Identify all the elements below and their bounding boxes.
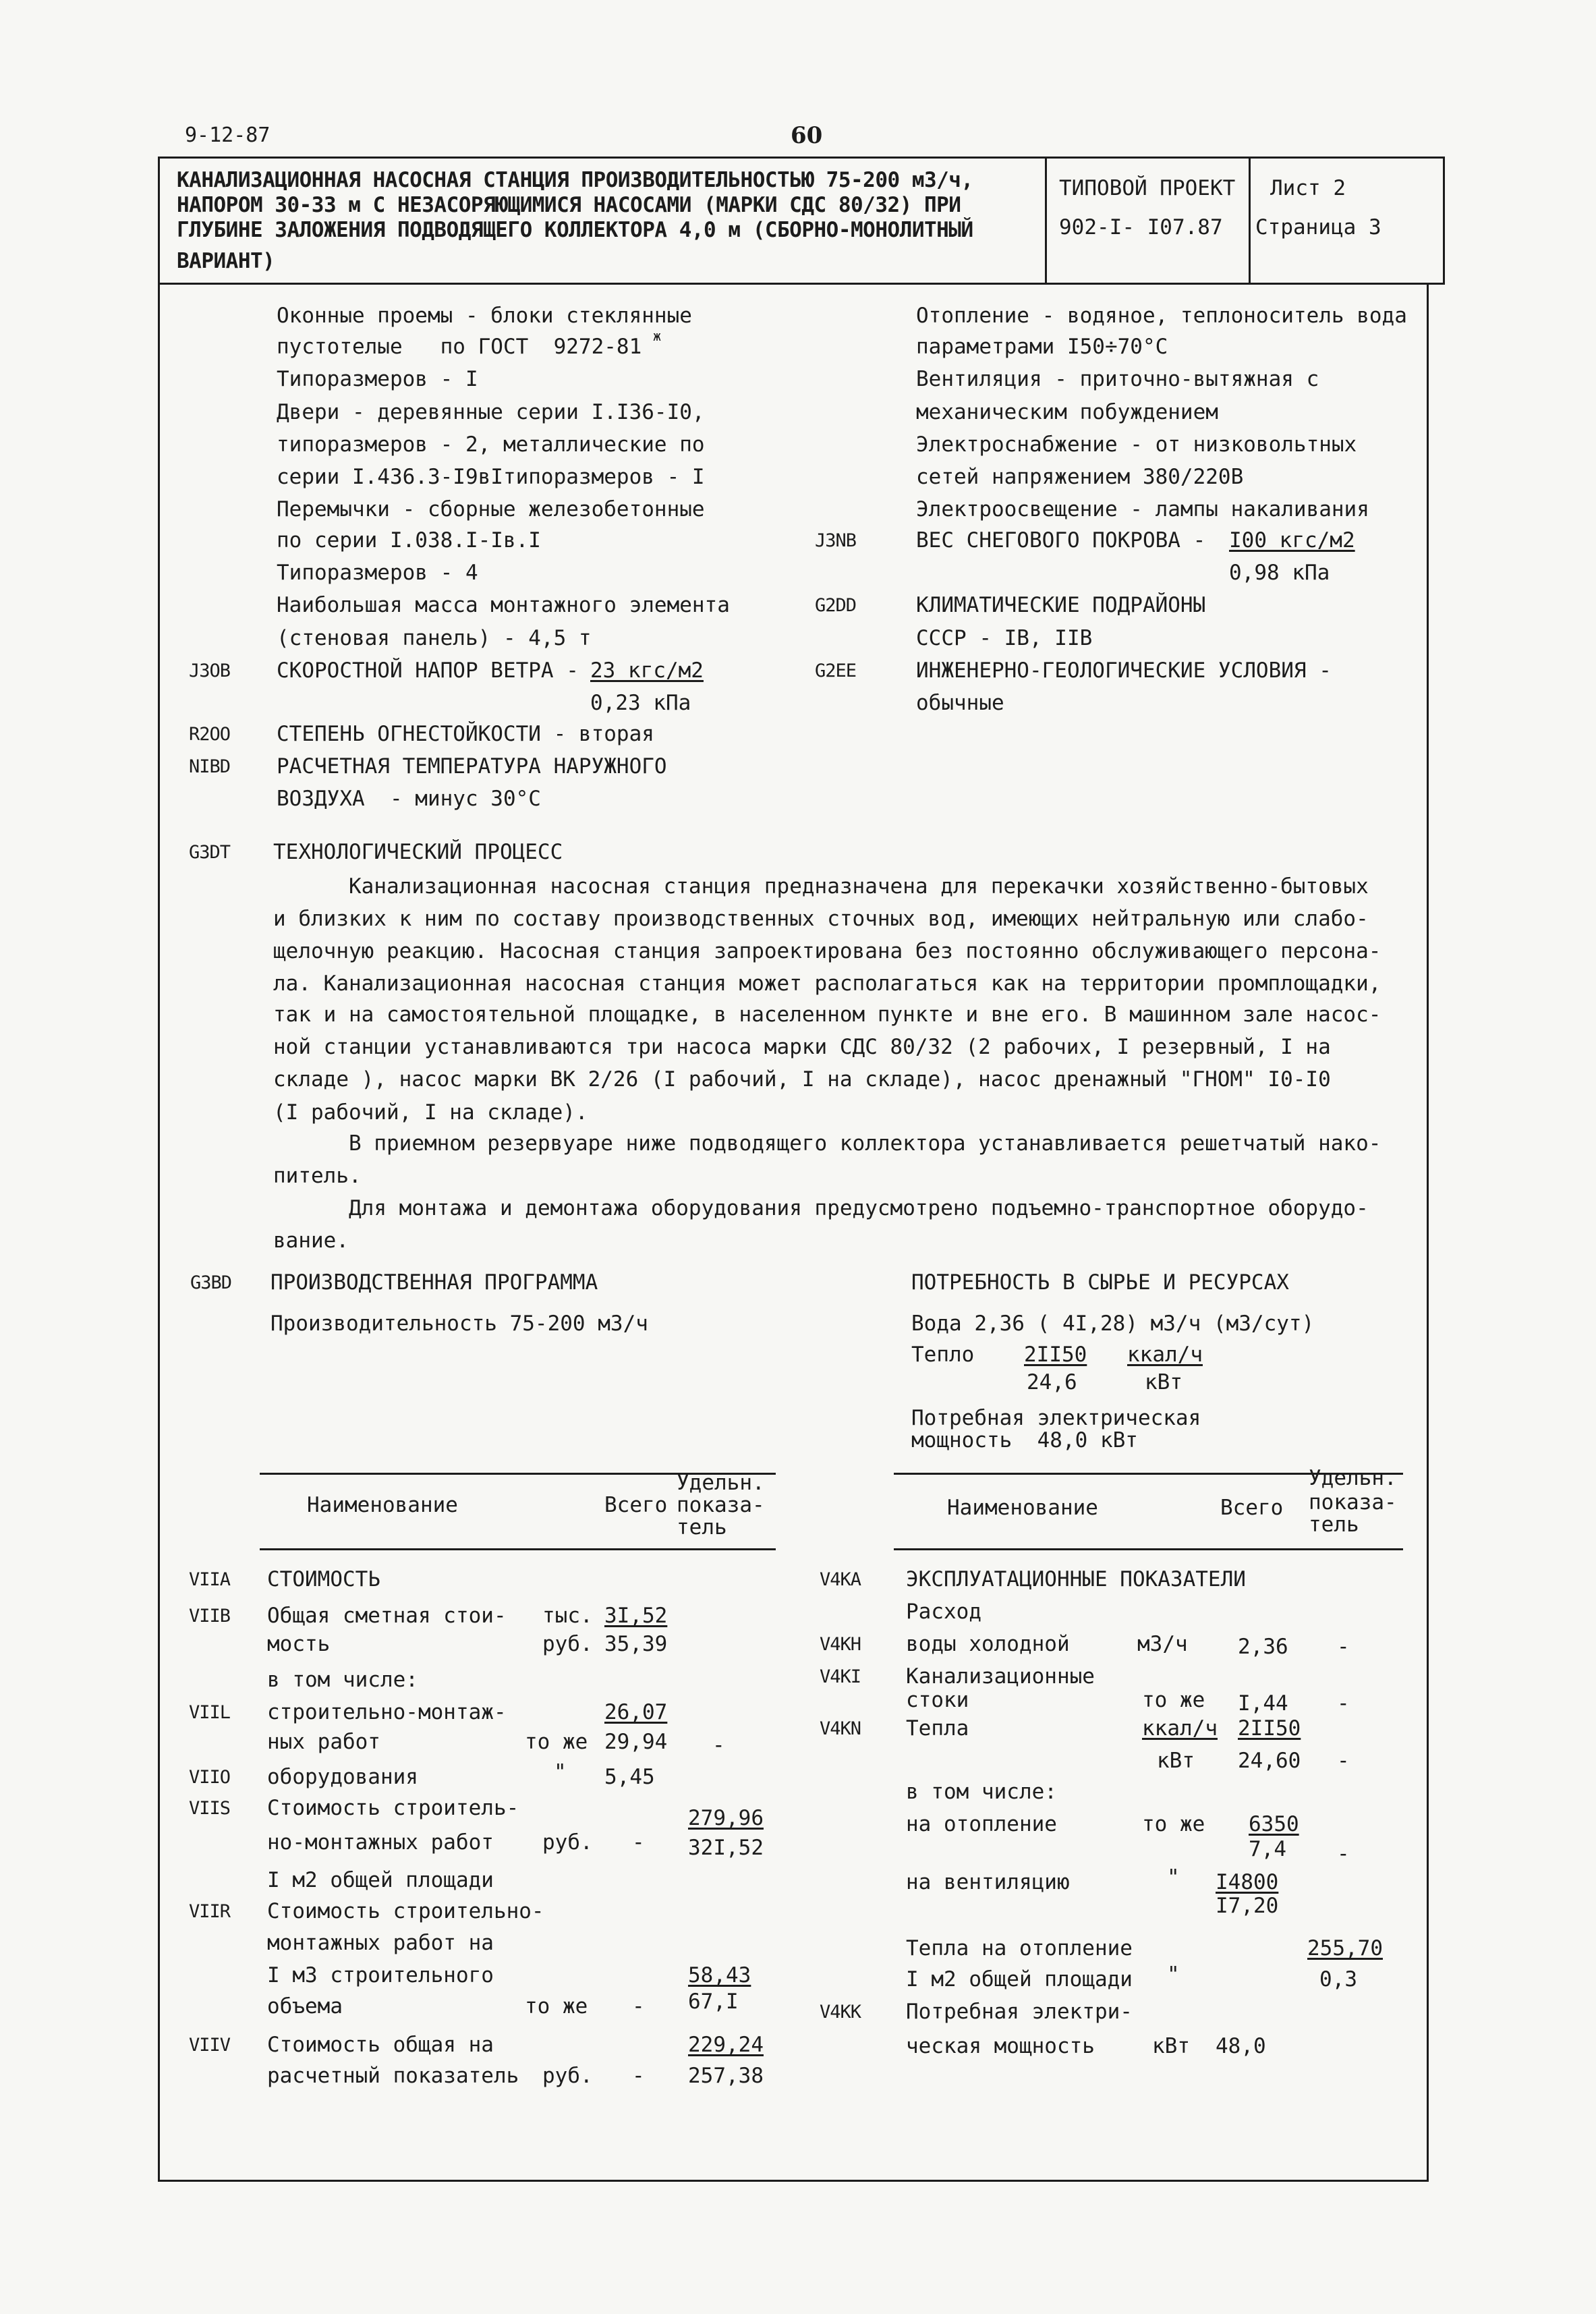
- ops-cell: кВт: [1152, 2034, 1190, 2058]
- tech-paragraph-line: и близких к ним по составу производственных сточных вод, имеющих нейтральную или слабо-: [273, 907, 1369, 931]
- climate-subregions: КЛИМАТИЧЕСКИЕ ПОДРАЙОНЫ: [916, 593, 1206, 617]
- cost-cell: Стоимость строитель-: [267, 1796, 519, 1820]
- climate-subregions-value: СССР - IB, IIB: [916, 626, 1093, 650]
- cost-cell: I м2 общей площади: [267, 1868, 494, 1892]
- ops-cell: -: [1337, 1842, 1350, 1866]
- title-line-4: ВАРИАНТ): [177, 249, 275, 273]
- production-capacity: Производительность 75-200 м3/ч: [270, 1311, 648, 1336]
- cost-code: VIIV: [189, 2035, 231, 2056]
- right-spec-line: сетей напряжением 380/220В: [916, 465, 1244, 489]
- gost-superscript: ж: [653, 328, 662, 344]
- cost-cell: руб.: [542, 2064, 593, 2088]
- cost-code: VIIB: [189, 1606, 231, 1627]
- resources-power-line-2: мощность 48,0 кВт: [911, 1428, 1138, 1452]
- cost-cell: 35,39: [604, 1632, 668, 1656]
- code-climate: G2DD: [815, 595, 857, 616]
- wind-pressure-label: СКОРОСТНОЙ НАПОР ВЕТРА -: [277, 658, 592, 683]
- code-temp: NIBD: [189, 756, 231, 777]
- cost-table-header-rule: [260, 1548, 776, 1550]
- cost-col-total: Всего: [604, 1493, 668, 1517]
- ops-cell: 24,60: [1238, 1749, 1301, 1773]
- cost-cell: 279,96: [688, 1806, 764, 1830]
- ops-cell: ккал/ч: [1142, 1716, 1218, 1741]
- left-spec-line: серии I.436.3-I9вIтипоразмеров - I: [277, 465, 705, 489]
- ops-col-specific-1: Удельн.: [1309, 1466, 1397, 1490]
- left-spec-line: (стеновая панель) - 4,5 т: [277, 626, 592, 650]
- left-spec-line: пустотелые по ГОСТ 9272-81: [277, 335, 642, 359]
- cost-cell: -: [712, 1733, 725, 1757]
- cost-code: VIIS: [189, 1798, 231, 1819]
- cost-cell: 26,07: [604, 1700, 668, 1724]
- cost-cell: -: [632, 1994, 645, 2019]
- page-label: Страница 3: [1255, 215, 1381, 239]
- ops-cell: I7,20: [1216, 1894, 1279, 1918]
- design-temperature-value: ВОЗДУХА - минус 30°С: [277, 787, 541, 811]
- code-production: G3BD: [190, 1272, 232, 1293]
- right-spec-line: Электроснабжение - от низковольтных: [916, 432, 1357, 457]
- ops-cell: ": [1167, 1963, 1180, 1987]
- ops-cell: 7,4: [1249, 1837, 1286, 1861]
- left-spec-line: Наибольшая масса монтажного элемента: [277, 593, 730, 617]
- cost-cell: руб.: [542, 1830, 593, 1855]
- resources-water: Вода 2,36 ( 4I,28) м3/ч (м3/сут): [911, 1311, 1315, 1336]
- resources-heat-kcal: 2II50: [1024, 1343, 1087, 1367]
- ops-cell: I,44: [1238, 1691, 1288, 1716]
- resources-heading: ПОТРЕБНОСТЬ В СЫРЬЕ И РЕСУРСАХ: [911, 1270, 1289, 1295]
- design-temperature: РАСЧЕТНАЯ ТЕМПЕРАТУРА НАРУЖНОГО: [277, 754, 667, 779]
- cost-col-specific-3: тель: [677, 1515, 727, 1540]
- cost-col-name: Наименование: [307, 1493, 458, 1517]
- right-spec-line: Отопление - водяное, теплоноситель вода: [916, 304, 1407, 328]
- document-date: 9-12-87: [185, 123, 270, 147]
- ops-cell: в том числе:: [906, 1780, 1057, 1804]
- cost-cell: Общая сметная стои-: [267, 1604, 507, 1628]
- cost-code: VIIR: [189, 1901, 231, 1922]
- ops-cell: Канализационные: [906, 1664, 1095, 1689]
- cost-code: VIIA: [189, 1569, 231, 1590]
- left-spec-line: Типоразмеров - I: [277, 367, 478, 391]
- left-spec-line: Двери - деревянные серии I.I36-I0,: [277, 400, 705, 424]
- ops-cell: ческая мощность: [906, 2034, 1095, 2058]
- fire-resistance: СТЕПЕНЬ ОГНЕСТОЙКОСТИ - вторая: [277, 722, 654, 746]
- tech-paragraph-line: В приемном резервуаре ниже подводящего коллектора устанавливается решетчатый нако-: [349, 1131, 1381, 1156]
- ops-cell: 48,0: [1216, 2034, 1266, 2058]
- cost-cell: строительно-монтаж-: [267, 1700, 507, 1724]
- ops-code: V4KI: [820, 1666, 861, 1687]
- cost-cell: 257,38: [688, 2064, 764, 2088]
- cost-cell: монтажных работ на: [267, 1931, 494, 1955]
- ops-code: V4KN: [820, 1718, 861, 1739]
- code-tech: G3DT: [189, 842, 231, 863]
- ops-cell: кВт: [1157, 1749, 1195, 1773]
- cost-cell: но-монтажных работ: [267, 1830, 494, 1855]
- code-snow: J3NB: [815, 530, 857, 551]
- ops-col-specific-2: показа-: [1309, 1490, 1397, 1515]
- ops-cell: ": [1167, 1865, 1180, 1890]
- left-spec-line: Перемычки - сборные железобетонные: [277, 497, 705, 521]
- ops-cell: Потребная электри-: [906, 2000, 1133, 2024]
- wind-pressure-value: 23 кгс/м2: [590, 658, 704, 683]
- resources-heat-kcal-unit: ккал/ч: [1127, 1343, 1203, 1367]
- title-line-1: КАНАЛИЗАЦИОННАЯ НАСОСНАЯ СТАНЦИЯ ПРОИЗВОДИТЕЛЬНОСТЬЮ 75-200 м3/ч,: [177, 168, 973, 192]
- tech-paragraph-line: вание.: [273, 1229, 349, 1253]
- page-number: 60: [791, 122, 823, 149]
- ops-cell: то же: [1142, 1688, 1205, 1712]
- cost-cell: Стоимость строительно-: [267, 1899, 544, 1923]
- ops-table-header-rule: [894, 1548, 1403, 1550]
- sheet-number: Лист 2: [1270, 176, 1346, 200]
- ops-title: ЭКСПЛУАТАЦИОННЫЕ ПОКАЗАТЕЛИ: [906, 1567, 1246, 1591]
- ops-code: V4KA: [820, 1569, 861, 1590]
- cost-cell: расчетный показатель: [267, 2064, 519, 2088]
- wind-pressure-kpa: 0,23 кПа: [590, 691, 691, 715]
- ops-cell: 2II50: [1238, 1716, 1301, 1741]
- ops-cell: 6350: [1249, 1812, 1299, 1836]
- left-spec-line: по серии I.038.I-Iв.I: [277, 528, 541, 553]
- cost-cell: руб.: [542, 1632, 593, 1656]
- right-spec-line: механическим побуждением: [916, 400, 1218, 424]
- cost-cell: -: [632, 2064, 645, 2088]
- ops-cell: воды холодной: [906, 1632, 1070, 1656]
- ops-code: V4KK: [820, 2002, 861, 2023]
- ops-col-specific-3: тель: [1309, 1513, 1359, 1537]
- geology-conditions: ИНЖЕНЕРНО-ГЕОЛОГИЧЕСКИЕ УСЛОВИЯ -: [916, 658, 1332, 683]
- ops-cell: Тепла на отопление: [906, 1936, 1133, 1960]
- ops-cell: Тепла: [906, 1716, 969, 1741]
- cost-title: СТОИМОСТЬ: [267, 1567, 380, 1591]
- right-spec-line: Электроосвещение - лампы накаливания: [916, 497, 1369, 521]
- title-line-2: НАПОРОМ 30-33 м С НЕЗАСОРЯЮЩИМИСЯ НАСОСАМИ (МАРКИ СДС 80/32) ПРИ: [177, 193, 961, 217]
- cost-cell: 58,43: [688, 1963, 751, 1987]
- title-line-3: ГЛУБИНЕ ЗАЛОЖЕНИЯ ПОДВОДЯЩЕГО КОЛЛЕКТОРА 4,0 м (СБОРНО-МОНОЛИТНЫЙ: [177, 218, 973, 242]
- cost-cell: 229,24: [688, 2033, 764, 2057]
- cost-cell: I м3 строительного: [267, 1963, 494, 1987]
- right-spec-line: Вентиляция - приточно-вытяжная с: [916, 367, 1319, 391]
- cost-cell: 5,45: [604, 1765, 655, 1789]
- cost-cell: 3I,52: [604, 1604, 668, 1628]
- right-spec-line: параметрами I50÷70°С: [916, 335, 1168, 359]
- project-label: ТИПОВОЙ ПРОЕКТ: [1059, 176, 1236, 200]
- resources-heat-kw: 24,6: [1027, 1370, 1077, 1394]
- cost-cell: тыс.: [542, 1604, 593, 1628]
- cost-cell: оборудования: [267, 1765, 418, 1789]
- cost-code: VIIL: [189, 1702, 231, 1723]
- left-spec-line: Оконные проемы - блоки стеклянные: [277, 304, 692, 328]
- cost-cell: ": [554, 1760, 567, 1784]
- ops-code: V4KH: [820, 1634, 861, 1655]
- ops-cell: I4800: [1216, 1870, 1279, 1894]
- tech-paragraph-line: Канализационная насосная станция предназначена для перекачки хозяйственно-бытовых: [349, 874, 1369, 899]
- left-spec-line: типоразмеров - 2, металлические по: [277, 432, 705, 457]
- tech-paragraph-line: (I рабочий, I на складе).: [273, 1100, 588, 1125]
- ops-cell: м3/ч: [1137, 1632, 1188, 1656]
- title-block-divider-1: [1045, 157, 1047, 285]
- snow-load-value: I00 кгс/м2: [1229, 528, 1355, 553]
- ops-cell: -: [1337, 1635, 1350, 1659]
- resources-power-line-1: Потребная электрическая: [911, 1406, 1201, 1430]
- title-block-divider-2: [1249, 157, 1251, 285]
- ops-cell: Расход: [906, 1600, 981, 1624]
- cost-col-specific-2: показа-: [677, 1493, 765, 1517]
- ops-cell: I м2 общей площади: [906, 1967, 1133, 1992]
- tech-paragraph-line: Для монтажа и демонтажа оборудования предусмотрено подъемно-транспортное оборудо-: [349, 1196, 1369, 1220]
- cost-code: VIIO: [189, 1767, 231, 1788]
- cost-cell: 32I,52: [688, 1836, 764, 1860]
- tech-paragraph-line: щелочную реакцию. Насосная станция запроектирована без постоянно обслуживающего персона-: [273, 939, 1381, 963]
- code-geology: G2EE: [815, 660, 857, 681]
- ops-cell: на отопление: [906, 1812, 1057, 1836]
- production-heading: ПРОИЗВОДСТВЕННАЯ ПРОГРАММА: [270, 1270, 598, 1295]
- project-code: 902-I- I07.87: [1059, 215, 1223, 239]
- ops-cell: то же: [1142, 1812, 1205, 1836]
- ops-cell: 0,3: [1319, 1967, 1357, 1992]
- ops-col-name: Наименование: [947, 1496, 1098, 1520]
- cost-cell: то же: [525, 1730, 588, 1754]
- tech-paragraph-line: питель.: [273, 1164, 362, 1188]
- ops-cell: -: [1337, 1691, 1350, 1716]
- ops-cell: на вентиляцию: [906, 1870, 1070, 1894]
- cost-col-specific-1: Удельн.: [677, 1471, 765, 1495]
- cost-cell: в том числе:: [267, 1668, 418, 1692]
- code-fire: R2OO: [189, 724, 231, 745]
- tech-paragraph-line: складе ), насос марки ВК 2/26 (I рабочий, I на складе), насос дренажный "ГНОМ" I0-I0: [273, 1067, 1331, 1092]
- tech-paragraph-line: ной станции устанавливаются три насоса марки СДС 80/32 (2 рабочих, I резервный, I на: [273, 1035, 1331, 1059]
- frame-left-border: [158, 283, 160, 2181]
- tech-paragraph-line: так и на самостоятельной площадке, в населенном пункте и вне его. В машинном зале насос-: [273, 1003, 1381, 1027]
- cost-cell: то же: [525, 1994, 588, 2019]
- ops-cell: -: [1337, 1749, 1350, 1773]
- frame-right-border: [1427, 283, 1429, 2181]
- tech-heading: ТЕХНОЛОГИЧЕСКИЙ ПРОЦЕСС: [273, 840, 563, 864]
- ops-cell: 255,70: [1307, 1936, 1383, 1960]
- resources-heat-label: Тепло: [911, 1343, 975, 1367]
- cost-cell: объема: [267, 1994, 343, 2019]
- tech-paragraph-line: ла. Канализационная насосная станция может располагаться как на территории промплощадки,: [273, 971, 1381, 996]
- cost-cell: Стоимость общая на: [267, 2033, 494, 2057]
- cost-cell: ных работ: [267, 1730, 380, 1754]
- ops-cell: стоки: [906, 1688, 969, 1712]
- code-wind: J3OB: [189, 660, 231, 681]
- geology-conditions-value: обычные: [916, 691, 1004, 715]
- ops-cell: 2,36: [1238, 1635, 1288, 1659]
- snow-load-label: ВЕС СНЕГОВОГО ПОКРОВА -: [916, 528, 1218, 553]
- resources-heat-kw-unit: кВт: [1145, 1370, 1182, 1394]
- left-spec-line: Типоразмеров - 4: [277, 561, 478, 585]
- cost-cell: мость: [267, 1632, 331, 1656]
- snow-load-kpa: 0,98 кПа: [1229, 561, 1330, 585]
- cost-cell: 29,94: [604, 1730, 668, 1754]
- frame-bottom-border: [158, 2180, 1429, 2182]
- cost-cell: 67,I: [688, 1990, 739, 2014]
- cost-cell: -: [632, 1830, 645, 1855]
- ops-col-total: Всего: [1220, 1496, 1284, 1520]
